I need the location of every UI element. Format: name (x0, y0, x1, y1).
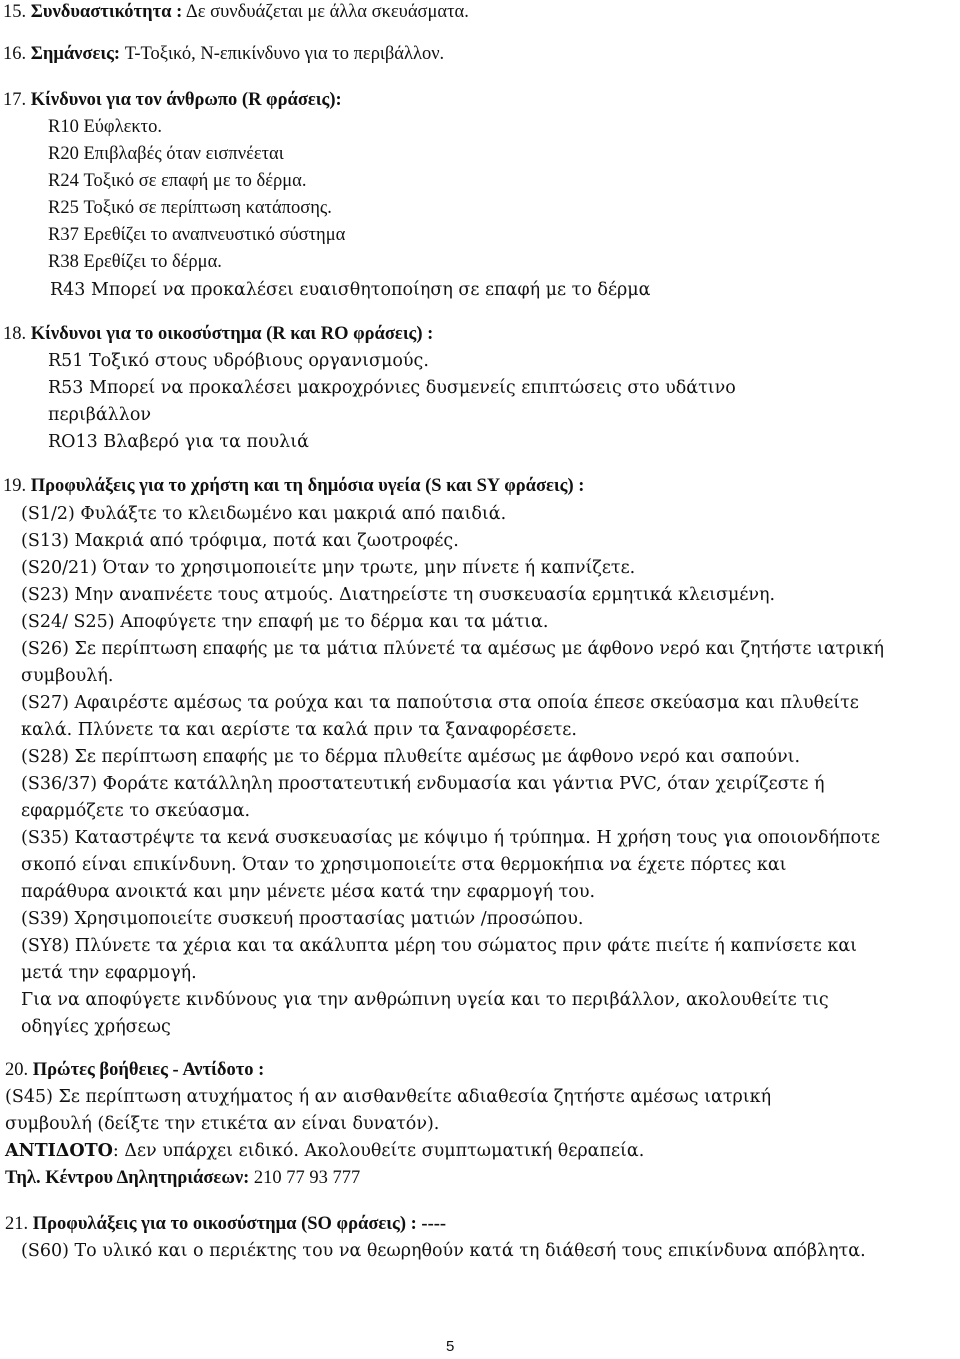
section-15-number: 15. (3, 2, 27, 22)
r-phrase-line: R25 Τοξικό σε περίπτωση κατάποσης. (48, 198, 332, 218)
section-16-heading: Σημάνσεις: (30, 44, 121, 64)
s-phrase-line: παράθυρα ανοικτά και μην μένετε μέσα κατά την εφαρμογή του. (21, 882, 596, 902)
s-phrase-line: Για να αποφύγετε κινδύνους για την ανθρώπινη υγεία και το περιβάλλον, ακολουθείτε τις (21, 990, 829, 1010)
so-phrase-line: (S60) Το υλικό και ο περιέκτης του να θεωρηθούν κατά τη διάθεσή τους επικίνδυνα απόβλητα. (21, 1241, 866, 1261)
s-phrase-line: συμβουλή. (21, 666, 114, 686)
s-phrase-line: (S39) Χρησιμοποιείτε συσκευή προστασίας ματιών /προσώπου. (21, 909, 584, 929)
section-18-heading: Κίνδυνοι για το οικοσύστημα (R και RO φράσεις) : (30, 324, 434, 344)
section-17-heading: Κίνδυνοι για τον άνθρωπο (R φράσεις): (30, 90, 342, 110)
section-21-dashes: ---- (421, 1214, 447, 1234)
s-phrase-line: (S1/2) Φυλάξτε το κλειδωμένο και μακριά από παιδιά. (21, 504, 507, 524)
section-18-title (3, 322, 433, 346)
r-phrase-line: R53 Μπορεί να προκαλέσει μακροχρόνιες δυσμενείς επιπτώσεις στο υδάτινο (48, 378, 736, 398)
section-16-number: 16. (3, 44, 27, 64)
r-phrase-line: R43 Μπορεί να προκαλέσει ευαισθητοποίηση σε επαφή με το δέρμα (50, 280, 651, 300)
section-20-title (5, 1058, 264, 1082)
section-15-text: Δε συνδυάζεται με άλλα σκευάσματα. (185, 2, 469, 22)
s-phrase-line: (S27) Αφαιρέστε αμέσως τα ρούχα και τα παπούτσια στα οποία έπεσε σκεύασμα και πλυθείτε (21, 693, 859, 713)
s-phrase-line: καλά. Πλύνετε τα και αερίστε τα καλά πριν τα ξαναφορέσετε. (21, 720, 577, 740)
section-21-title (5, 1212, 446, 1236)
s-phrase-line: εφαρμόζετε το σκεύασμα. (21, 801, 251, 821)
section-15-heading: Συνδυαστικότητα : (30, 2, 183, 22)
section-20-heading: Πρώτες βοήθειες - Αντίδοτο : (32, 1060, 265, 1080)
poison-center-line (5, 1166, 360, 1190)
s-phrase-line: σκοπό είναι επικίνδυνη. Όταν το χρησιμοποιείτε στα θερμοκήπια να έχετε πόρτες και (21, 855, 787, 875)
s-phrase-line: μετά την εφαρμογή. (21, 963, 197, 983)
r-phrase-line: R24 Τοξικό σε επαφή με το δέρμα. (48, 171, 307, 191)
section-17-title (3, 88, 342, 112)
first-aid-line: συμβουλή (δείξτε την ετικέτα αν είναι δυνατόν). (5, 1114, 440, 1134)
section-18-number: 18. (3, 324, 27, 344)
section-19-title (3, 474, 584, 498)
antidote-line (5, 1139, 644, 1163)
s-phrase-line: (S36/37) Φοράτε κατάλληλη προστατευτική ενδυμασία και γάντια PVC, όταν χειρίζεστε ή (21, 774, 825, 794)
antidote-text: : Δεν υπάρχει ειδικό. Ακολουθείτε συμπτωματική θεραπεία. (112, 1141, 645, 1161)
antidote-label: ΑΝΤΙΔΟΤΟ (5, 1141, 113, 1161)
page-number: 5 (446, 1338, 455, 1355)
r-phrase-line: R10 Εύφλεκτο. (48, 117, 162, 137)
poison-center-label: Τηλ. Κέντρου Δηλητηριάσεων: (5, 1168, 250, 1188)
section-19-heading: Προφυλάξεις για το χρήστη και τη δημόσια υγεία (S και SY φράσεις) : (30, 476, 585, 496)
s-phrase-line: (S28) Σε περίπτωση επαφής με το δέρμα πλυθείτε αμέσως με άφθονο νερό και σαπούνι. (21, 747, 801, 767)
r-phrase-line: R20 Επιβλαβές όταν εισπνέεται (48, 144, 284, 164)
section-21-number: 21. (5, 1214, 29, 1234)
s-phrase-line: (S24/ S25) Αποφύγετε την επαφή με το δέρμα και τα μάτια. (21, 612, 549, 632)
s-phrase-line: οδηγίες χρήσεως (21, 1017, 171, 1037)
s-phrase-line: (S35) Καταστρέψτε τα κενά συσκευασίας με κόψιμο ή τρύπημα. Η χρήση τους για οποιονδήποτε (21, 828, 880, 848)
r-phrase-line: R38 Ερεθίζει το δέρμα. (48, 252, 222, 272)
section-16-text: T-Τοξικό, N-επικίνδυνο για το περιβάλλον. (124, 44, 445, 64)
s-phrase-line: (SY8) Πλύνετε τα χέρια και τα ακάλυπτα μέρη του σώματος πριν φάτε πιείτε ή καπνίσετε και (21, 936, 858, 956)
s-phrase-line: (S26) Σε περίπτωση επαφής με τα μάτια πλύνετέ τα αμέσως με άφθονο νερό και ζητήστε ιατρική (21, 639, 884, 659)
section-21-heading: Προφυλάξεις για το οικοσύστημα (SO φράσεις) : (32, 1214, 417, 1234)
section-16-line (3, 42, 444, 66)
section-15-line (3, 0, 469, 24)
first-aid-line: (S45) Σε περίπτωση ατυχήματος ή αν αισθανθείτε αδιαθεσία ζητήστε αμέσως ιατρική (5, 1087, 772, 1107)
s-phrase-line: (S13) Μακριά από τρόφιμα, ποτά και ζωοτροφές. (21, 531, 459, 551)
r-phrase-line: περιβάλλον (48, 405, 152, 425)
s-phrase-line: (S23) Μην αναπνέετε τους ατμούς. Διατηρείστε τη συσκευασία ερμητικά κλεισμένη. (21, 585, 776, 605)
r-phrase-line: R51 Τοξικό στους υδρόβιους οργανισμούς. (48, 351, 429, 371)
section-19-number: 19. (3, 476, 27, 496)
section-17-number: 17. (3, 90, 27, 110)
r-phrase-line: R37 Ερεθίζει το αναπνευστικό σύστημα (48, 225, 346, 245)
poison-center-phone: 210 77 93 777 (253, 1168, 361, 1188)
section-20-number: 20. (5, 1060, 29, 1080)
s-phrase-line: (S20/21) Όταν το χρησιμοποιείτε μην τρωτε, μην πίνετε ή καπνίζετε. (21, 558, 636, 578)
r-phrase-line: RO13 Βλαβερό για τα πουλιά (48, 432, 309, 452)
